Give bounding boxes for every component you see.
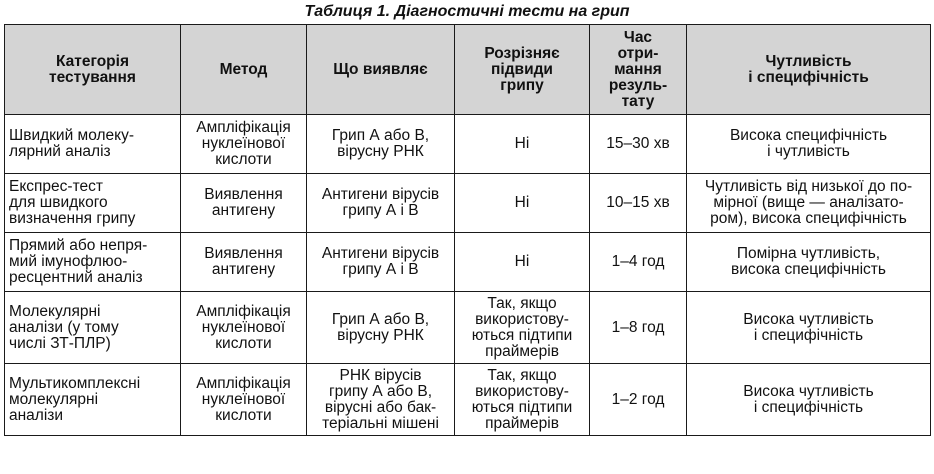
cell-sensitivity: Помірна чутливість, висока специфічність [687, 233, 931, 292]
cell-method: Ампліфікація нуклеїнової кислоти [181, 115, 307, 174]
cell-sensitivity: Висока специфічність і чутливість [687, 115, 931, 174]
cell-detects: Антигени вірусів грипу А і В [307, 233, 455, 292]
header-detects: Що виявляє [307, 25, 455, 115]
cell-method: Ампліфікація нуклеїнової кислоти [181, 364, 307, 436]
cell-time: 1–2 год [590, 364, 687, 436]
table-header-row [5, 25, 931, 115]
cell-subtypes: Ні [455, 115, 590, 174]
diagnostic-tests-table [4, 24, 931, 436]
cell-time: 1–4 год [590, 233, 687, 292]
header-category: Категорія тестування [5, 25, 181, 115]
cell-method: Виявлення антигену [181, 233, 307, 292]
header-subtypes: Розрізняє підвиди грипу [455, 25, 590, 115]
cell-method: Ампліфікація нуклеїнової кислоти [181, 292, 307, 364]
cell-category: Молекулярні аналізи (у тому числі ЗТ-ПЛР) [5, 292, 181, 364]
cell-subtypes: Ні [455, 233, 590, 292]
cell-time: 10–15 хв [590, 174, 687, 233]
table-row [5, 292, 931, 364]
cell-detects: РНК вірусів грипу А або В, вірусні або бак- теріальні мішені [307, 364, 455, 436]
cell-sensitivity: Чутливість від низької до по- мірної (вище — аналізато- ром), висока специфічність [687, 174, 931, 233]
table-row [5, 364, 931, 436]
cell-subtypes: Так, якщо використову- ються підтипи праймерів [455, 364, 590, 436]
cell-subtypes: Так, якщо використову- ються підтипи праймерів [455, 292, 590, 364]
header-time: Час отри- мання резуль- тату [590, 25, 687, 115]
cell-category: Швидкий молеку- лярний аналіз [5, 115, 181, 174]
cell-subtypes: Ні [455, 174, 590, 233]
cell-detects: Грип А або В, вірусну РНК [307, 292, 455, 364]
header-sensitivity: Чутливість і специфічність [687, 25, 931, 115]
cell-detects: Антигени вірусів грипу А і В [307, 174, 455, 233]
table-row [5, 115, 931, 174]
cell-time: 1–8 год [590, 292, 687, 364]
cell-category: Експрес-тест для швидкого визначення грипу [5, 174, 181, 233]
cell-sensitivity: Висока чутливість і специфічність [687, 364, 931, 436]
header-method: Метод [181, 25, 307, 115]
table-row [5, 174, 931, 233]
cell-method: Виявлення антигену [181, 174, 307, 233]
cell-category: Прямий або непря- мий імунофлюо- ресцентний аналіз [5, 233, 181, 292]
cell-sensitivity: Висока чутливість і специфічність [687, 292, 931, 364]
table-caption: Таблиця 1. Діагностичні тести на грип [304, 3, 630, 20]
cell-time: 15–30 хв [590, 115, 687, 174]
cell-detects: Грип А або В, вірусну РНК [307, 115, 455, 174]
table-row [5, 233, 931, 292]
cell-category: Мультикомплексні молекулярні аналізи [5, 364, 181, 436]
